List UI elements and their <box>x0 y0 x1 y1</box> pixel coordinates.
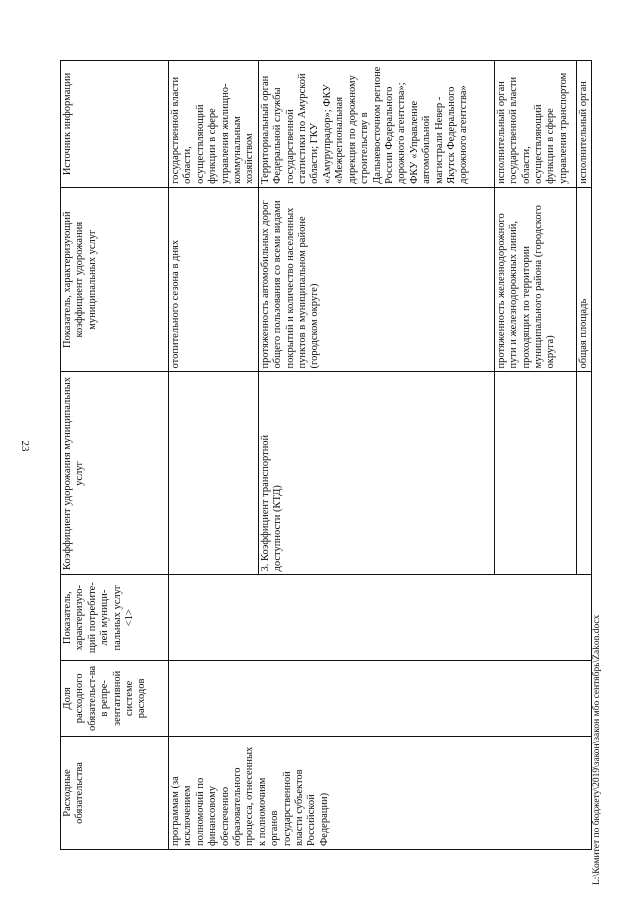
table-cell-consumer-indicator <box>169 575 592 660</box>
page-number: 23 <box>19 440 31 452</box>
table-cell-source: государственной власти области, осуществляющий функции в сфере управления жилищно-коммунальным хозяйством <box>169 61 259 188</box>
table-header-row <box>61 61 169 850</box>
table-cell-share <box>169 660 592 736</box>
header-obligation-share: Доля расходного обязательст-ва в репре-зентативной системе расходов <box>61 660 169 736</box>
table-cell-indicator: протяженность автомобильных дорог общего пользования со всеми видами покрытий и количество населенных пунктов в муниципальном районе (городском округе) <box>258 187 494 372</box>
table-cell-coefficient <box>494 372 576 575</box>
table-cell-obligation: программам (за исключением полномочий по финансовому обеспечению образовательного процесса, отнесенных к полномочиям органов государственной власти субъектов Российской Федерации) <box>169 736 592 849</box>
file-path-footer: L:\Комитет по бюджету\2019\закон\закон мбо сентябрь\Zakon.docx <box>592 614 602 885</box>
table-cell-coefficient: 3. Коэффициент транспортной доступности (КТД) <box>258 372 494 575</box>
expenditure-table <box>60 60 592 850</box>
table-cell-coefficient <box>576 372 591 575</box>
table-cell-indicator: общая площадь <box>576 187 591 372</box>
table-row <box>169 61 259 850</box>
header-information-source: Источник информации <box>61 61 169 188</box>
table-cell-source: исполнительный орган <box>576 61 591 188</box>
expenditure-table-sheet <box>60 60 589 850</box>
table-cell-indicator: отопительного сезона в днях <box>169 187 259 372</box>
header-expenditure-obligations: Расходные обязательства <box>61 736 169 849</box>
header-consumer-indicator: Показатель, характеризую-щий потребите-лей муници-пальных услуг <1> <box>61 575 169 660</box>
table-cell-source: Территориальный орган Федеральной службы государственной статистики по Амурской области; ГКУ «Амурупрадор»; ФКУ «Межрегиональная дирекция по дорожному строительству в Дальневосточном регионе России Федерального дорожного агентства»; ФКУ «Управление автомобильной магистрали Невер - Якутск Федерального дорожного агентства» <box>258 61 494 188</box>
header-coefficient-indicator: Показатель, характеризующий коэффициент удорожания муниципальных услуг <box>61 187 169 372</box>
table-cell-indicator: протяженность железнодорожного пути и железнодорожных линий, проходящих по территории муниципального района (городского округа) <box>494 187 576 372</box>
table-cell-coefficient <box>169 372 259 575</box>
table-cell-source: исполнительный орган государственной власти области, осуществляющий функции в сфере управления транспортом <box>494 61 576 188</box>
header-cost-coefficient: Коэффициент удорожания муниципальных услуг <box>61 372 169 575</box>
